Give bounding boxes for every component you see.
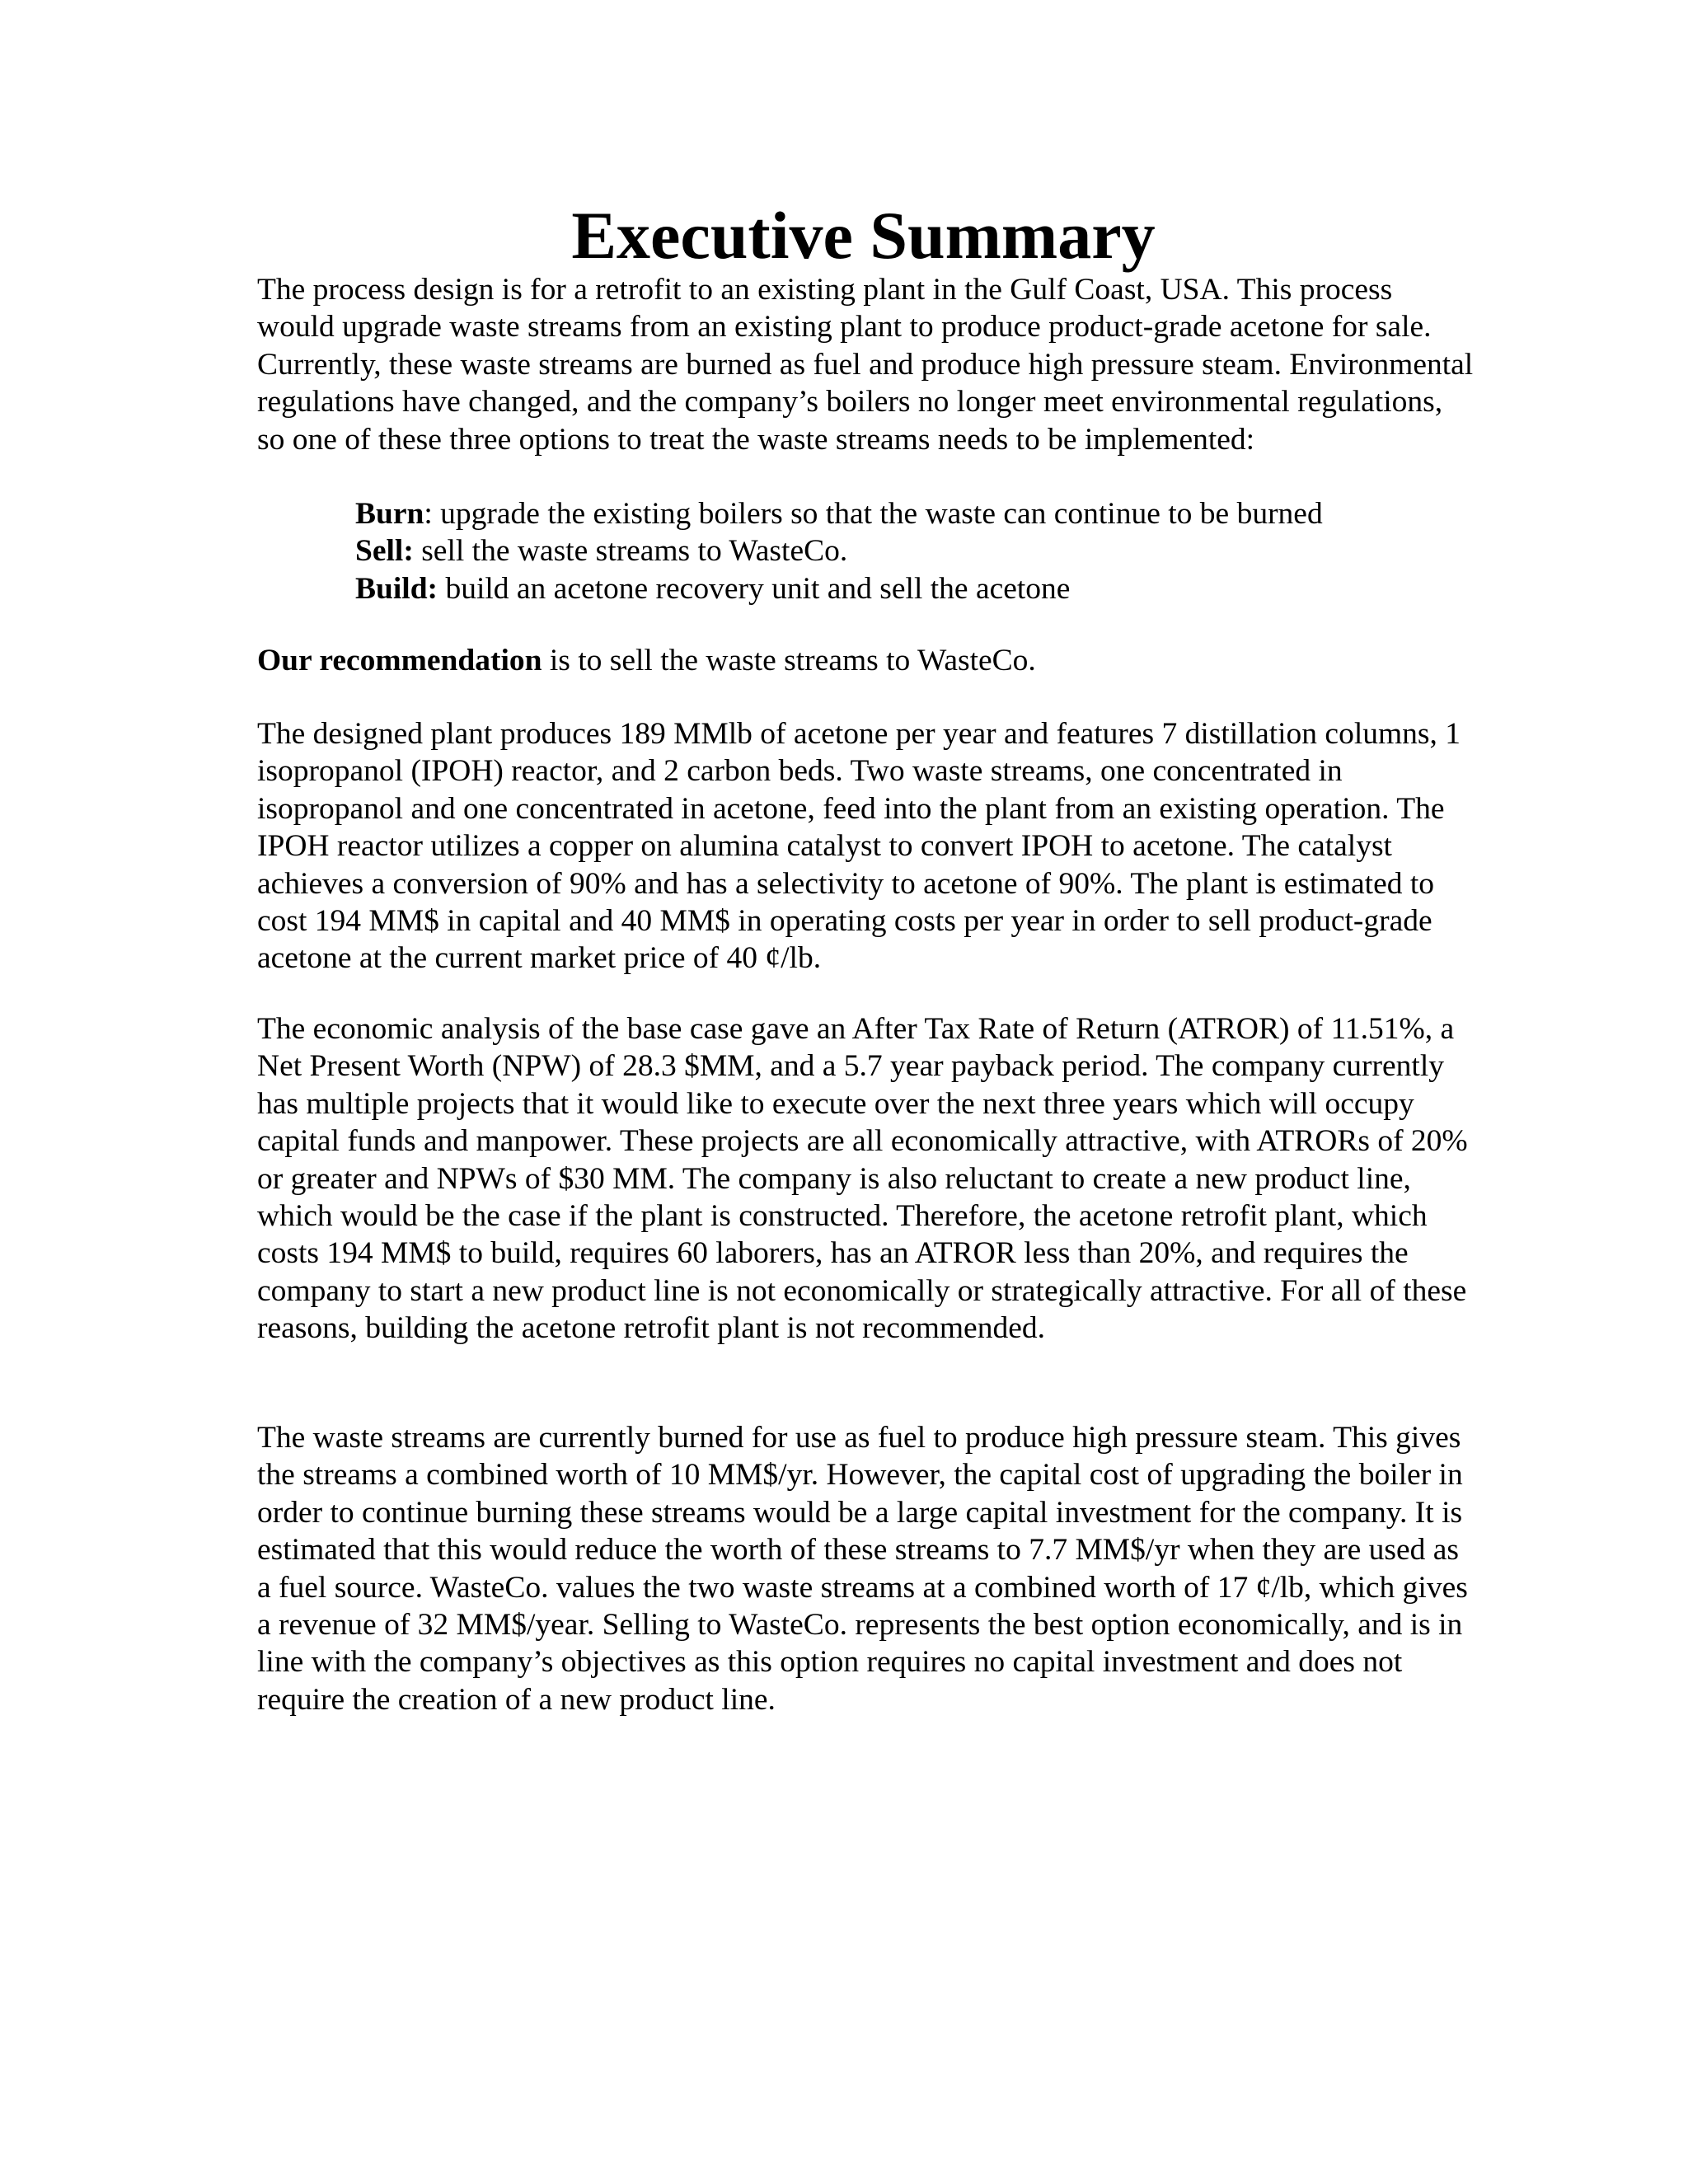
option-label: Build: bbox=[355, 571, 438, 606]
option-label: Burn bbox=[355, 497, 424, 531]
option-sell bbox=[355, 532, 1509, 569]
option-label: Sell: bbox=[355, 534, 414, 569]
waste-streams-paragraph: The waste streams are currently burned for use as fuel to produce high pressure steam. This gives the streams a combined worth of 10 MM$/yr. However, the capital cost of upgrading the boiler in order to continue burning these streams would be a large capital investment for the company. It is estimated that this would reduce the worth of these streams to 7.7 MM$/yr when they are used as a fuel source. WasteCo. values the two waste streams at a combined worth of 17 ¢/lb, which gives a revenue of 32 MM$/year. Selling to WasteCo. represents the best option economically, and is in line with the company’s objectives as this option requires no capital investment and does not require the creation of a new product line. bbox=[257, 1421, 1468, 1717]
recommendation-text: is to sell the waste streams to WasteCo. bbox=[542, 644, 1036, 677]
options-list bbox=[355, 495, 1509, 607]
economic-analysis-paragraph: The economic analysis of the base case gave an After Tax Rate of Return (ATROR) of 11.51%, a Net Present Worth (NPW) of 28.3 $MM, and a 5.7 year payback period. The company currently has multiple projects that it would like to execute over the next three years which will occupy capital funds and manpower. These projects are all economically attractive, with ATRORs of 20% or greater and NPWs of $30 MM. The company is also reluctant to create a new product line, which would be the case if the plant is constructed. Therefore, the acetone retrofit plant, which costs 194 MM$ to build, requires 60 laborers, has an ATROR less than 20%, and requires the company to start a new product line is not economically or strategically attractive. For all of these reasons, building the acetone retrofit plant is not recommended. bbox=[257, 1012, 1468, 1346]
option-text: build an acetone recovery unit and sell the acetone bbox=[438, 571, 1071, 606]
option-text: : upgrade the existing boilers so that the waste can continue to be burned bbox=[424, 497, 1323, 531]
option-build bbox=[355, 570, 1509, 607]
option-burn bbox=[355, 495, 1509, 532]
recommendation-paragraph bbox=[257, 642, 1477, 679]
recommendation-label: Our recommendation bbox=[257, 644, 542, 677]
intro-paragraph: The process design is for a retrofit to an existing plant in the Gulf Coast, USA. This process would upgrade waste streams from an existing plant to produce product-grade acetone for sale. Currently, these waste streams are burned as fuel and produce high pressure steam. Environmental regulations have changed, and the company’s boilers no longer meet environmental regulations, so one of these three options to treat the waste streams needs to be implemented: bbox=[257, 273, 1474, 457]
page-title: Executive Summary bbox=[571, 198, 1156, 273]
option-text: sell the waste streams to WasteCo. bbox=[413, 534, 848, 569]
plant-design-paragraph: The designed plant produces 189 MMlb of acetone per year and features 7 distillation columns, 1 isopropanol (IPOH) reactor, and 2 carbon beds. Two waste streams, one concentrated in isopropanol and one concentrated in acetone, feed into the plant from an existing operation. The IPOH reactor utilizes a copper on alumina catalyst to convert IPOH to acetone. The catalyst achieves a conversion of 90% and has a selectivity to acetone of 90%. The plant is estimated to cost 194 MM$ in capital and 40 MM$ in operating costs per year in order to sell product-grade acetone at the current market price of 40 ¢/lb. bbox=[257, 717, 1461, 976]
